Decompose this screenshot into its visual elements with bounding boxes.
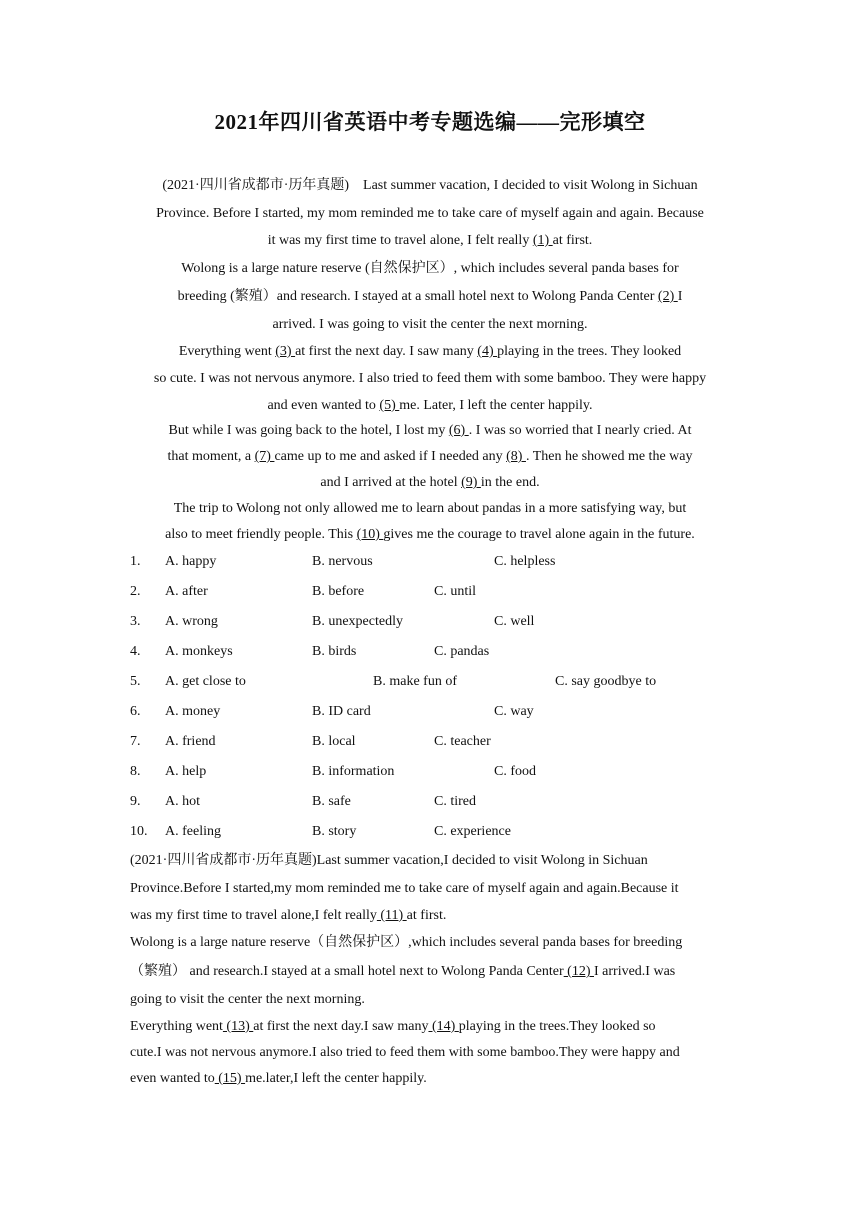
blank-marker: (6) xyxy=(448,423,469,438)
option-a[interactable]: A. hot xyxy=(165,794,200,809)
question-number: 4. xyxy=(130,644,141,659)
blank-marker: (2) xyxy=(657,289,678,304)
option-c[interactable]: C. experience xyxy=(434,824,511,839)
passage-1-line: also to meet friendly people. This (10) gives me the courage to travel alone again in the future. xyxy=(165,527,695,542)
option-c[interactable]: C. until xyxy=(434,584,477,599)
option-a[interactable]: A. get close to xyxy=(165,674,246,689)
option-a[interactable]: A. money xyxy=(165,704,221,719)
question-number: 5. xyxy=(130,674,141,689)
passage-1-line: it was my first time to travel alone, I felt really (1) at first. xyxy=(267,233,593,248)
option-c[interactable]: C. well xyxy=(494,614,535,629)
option-a[interactable]: A. happy xyxy=(165,554,217,569)
option-b[interactable]: B. make fun of xyxy=(373,674,457,689)
option-a[interactable]: A. feeling xyxy=(165,824,221,839)
option-c[interactable]: C. teacher xyxy=(434,734,491,749)
passage-2-line: Wolong is a large nature reserve（自然保护区）,which includes several panda bases for breeding xyxy=(130,935,683,950)
question-number: 1. xyxy=(130,554,141,569)
page-title: 2021年四川省英语中考专题选编——完形填空 xyxy=(214,110,646,134)
option-c[interactable]: C. pandas xyxy=(434,644,490,659)
option-b[interactable]: B. birds xyxy=(312,644,357,659)
passage-2-line: （繁殖） and research.I stayed at a small hotel next to Wolong Panda Center (12) I arrived.I was xyxy=(130,964,676,979)
blank-marker: (4) xyxy=(477,344,498,359)
question-number: 7. xyxy=(130,734,141,749)
question-number: 3. xyxy=(130,614,141,629)
passage-2-line: even wanted to (15) me.later,I left the center happily. xyxy=(130,1071,427,1086)
passage-1-line: and even wanted to (5) me. Later, I left the center happily. xyxy=(267,398,593,413)
question-number: 9. xyxy=(130,794,141,809)
blank-marker: (3) xyxy=(275,344,296,359)
blank-marker: (7) xyxy=(254,449,275,464)
passage-2-line: Everything went (13) at first the next day.I saw many (14) playing in the trees.They looked so xyxy=(130,1019,656,1034)
option-b[interactable]: B. story xyxy=(312,824,357,839)
option-b[interactable]: B. local xyxy=(312,734,356,749)
passage-1-line: arrived. I was going to visit the center the next morning. xyxy=(272,317,588,332)
passage-2-line: (2021·四川省成都市·历年真题)Last summer vacation,I decided to visit Wolong in Sichuan xyxy=(130,853,648,868)
question-number: 2. xyxy=(130,584,141,599)
blank-marker: (14) xyxy=(428,1019,459,1034)
passage-1-line: Province. Before I started, my mom reminded me to take care of myself again and again. Because xyxy=(156,206,704,221)
blank-marker: (13) xyxy=(222,1019,254,1034)
blank-marker: (1) xyxy=(532,233,553,248)
option-b[interactable]: B. information xyxy=(312,764,395,779)
option-a[interactable]: A. after xyxy=(165,584,208,599)
passage-1-line: and I arrived at the hotel (9) in the end. xyxy=(320,475,540,490)
passage-1-line: Everything went (3) at first the next day. I saw many (4) playing in the trees. They looked xyxy=(178,344,682,359)
passage-2-line: going to visit the center the next morning. xyxy=(130,992,365,1007)
option-b[interactable]: B. before xyxy=(312,584,365,599)
option-b[interactable]: B. safe xyxy=(312,794,351,809)
option-c[interactable]: C. food xyxy=(494,764,536,779)
passage-2-line: cute.I was not nervous anymore.I also tried to feed them with some bamboo.They were happy and xyxy=(130,1045,680,1060)
option-a[interactable]: A. wrong xyxy=(165,614,218,629)
option-b[interactable]: B. ID card xyxy=(312,704,371,719)
option-a[interactable]: A. friend xyxy=(165,734,216,749)
option-c[interactable]: C. way xyxy=(494,704,534,719)
passage-2-line: Province.Before I started,my mom reminded me to take care of myself again and again.Because it xyxy=(130,881,679,896)
passage-1-line: that moment, a (7) came up to me and asked if I needed any (8) . Then he showed me the way xyxy=(167,449,693,464)
passage-1-line: The trip to Wolong not only allowed me to learn about pandas in a more satisfying way, but xyxy=(173,501,687,516)
option-c[interactable]: C. tired xyxy=(434,794,476,809)
passage-1-line: But while I was going back to the hotel, I lost my (6) . I was so worried that I nearly cried. At xyxy=(168,423,692,438)
option-c[interactable]: C. say goodbye to xyxy=(555,674,657,689)
passage-1-line: Wolong is a large nature reserve (自然保护区）, which includes several panda bases for xyxy=(181,261,679,276)
option-c[interactable]: C. helpless xyxy=(494,554,556,569)
blank-marker: (12) xyxy=(563,964,594,979)
question-number: 8. xyxy=(130,764,141,779)
passage-1-line: so cute. I was not nervous anymore. I also tried to feed them with some bamboo. They were happy xyxy=(153,371,707,386)
blank-marker: (11) xyxy=(376,908,407,923)
blank-marker: (5) xyxy=(379,398,400,413)
option-b[interactable]: B. unexpectedly xyxy=(312,614,403,629)
option-a[interactable]: A. help xyxy=(165,764,207,779)
option-b[interactable]: B. nervous xyxy=(312,554,373,569)
blank-marker: (15) xyxy=(214,1071,246,1086)
blank-marker: (8) xyxy=(506,449,526,464)
passage-1-line: breeding (繁殖）and research. I stayed at a small hotel next to Wolong Panda Center (2) I xyxy=(177,289,683,304)
passage-1-line: (2021·四川省成都市·历年真题) Last summer vacation, I decided to visit Wolong in Sichuan xyxy=(162,178,698,193)
question-number: 6. xyxy=(130,704,141,719)
option-a[interactable]: A. monkeys xyxy=(165,644,233,659)
blank-marker: (9) xyxy=(461,475,481,490)
blank-marker: (10) xyxy=(356,527,384,542)
question-number: 10. xyxy=(130,824,148,839)
passage-2-line: was my first time to travel alone,I felt really (11) at first. xyxy=(130,908,447,923)
